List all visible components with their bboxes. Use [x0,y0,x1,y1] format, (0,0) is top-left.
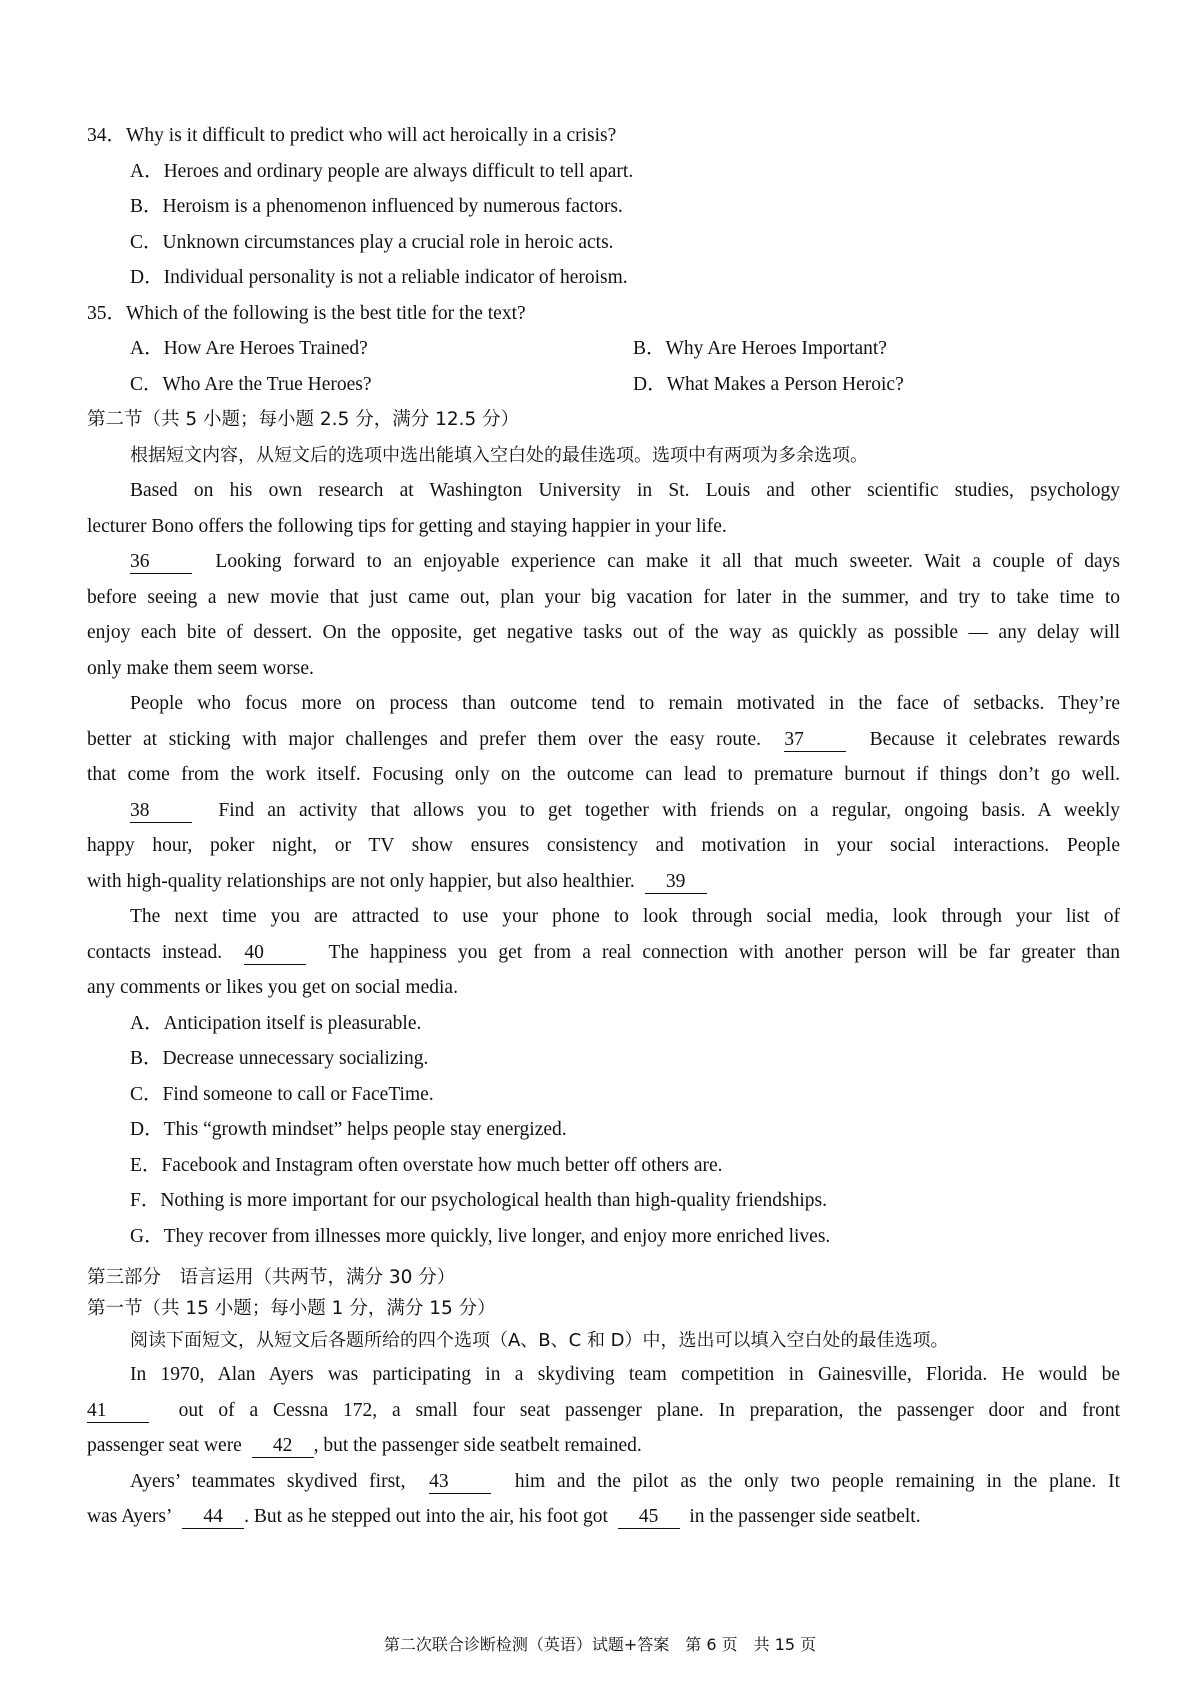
question-35-options-row-1 [87,331,1120,367]
cloze-p1-line-3 [87,1428,1120,1464]
passage-intro-line-2: lecturer Bono offers the following tips for getting and staying happier in your life. [87,515,727,537]
passage-p3-line-1-text: Find an activity that allows you to get together with friends on a regular, ongoing basis. A weekly [218,799,1121,821]
blank-42: 42 [252,1435,314,1458]
cloze-p1-line-2 [87,1393,1120,1429]
question-35-options-row-2 [87,367,1120,403]
passage-p3-line-3-text: with high-quality relationships are not only happier, but also healthier. [87,870,635,892]
exam-page [87,118,1120,1535]
passage-p2-line-3: that come from the work itself. Focusing only on the outcome can lead to premature burnout if things don’t go well. [87,764,1120,785]
cloze-p2-line-2c: in the passenger side seatbelt. [689,1506,921,1527]
question-35-stem: 35．Which of the following is the best title for the text? [87,302,526,324]
passage-p1-line-1-text: Looking forward to an enjoyable experience can make it all that much sweeter. Wait a couple of days [215,551,1121,572]
question-35-option-b: B．Why Are Heroes Important? [633,338,887,359]
cloze-p1-line-1: In 1970, Alan Ayers was participating in a skydiving team competition in Gainesville, Florida. He would be [130,1364,1120,1385]
section-2-option-c: C．Find someone to call or FaceTime. [130,1083,434,1105]
question-35-option-c: C．Who Are the True Heroes? [130,373,372,395]
part-3-instruction: 阅读下面短文，从短文后各题所给的四个选项（A、B、C 和 D）中，选出可以填入空白处的最佳选项。 [130,1330,949,1351]
cloze-p2-line-2b: . But as he stepped out into the air, his foot got [244,1506,608,1527]
passage-p1-line-4: only make them seem worse. [87,657,314,679]
question-34-option-b: B．Heroism is a phenomenon influenced by numerous factors. [130,196,623,217]
question-34-option-d: D．Individual personality is not a reliable indicator of heroism. [130,267,628,288]
cloze-p2-line-2a: was Ayers’ [87,1506,173,1527]
blank-41: 41 [87,1400,149,1423]
passage-p2-line-2 [87,722,1120,758]
question-35-option-a: A．How Are Heroes Trained? [130,338,368,359]
passage-p4-line-2b: The happiness you get from a real connection with another person will be far greater than [328,941,1120,963]
passage-p4-line-1: The next time you are attracted to use your phone to look through social media, look through your list of [130,906,1120,927]
cloze-p2-line-1b: him and the pilot as the only two people remaining in the plane. It [514,1470,1121,1492]
passage-p3-line-1 [87,793,1120,829]
section-2-option-b: B．Decrease unnecessary socializing. [130,1048,429,1069]
blank-44: 44 [182,1506,244,1529]
passage-p2-line-2a: better at sticking with major challenges and prefer them over the easy route. [87,728,762,750]
passage-p3-line-3 [87,864,1120,900]
cloze-p2-line-1a: Ayers’ teammates skydived first, [130,1470,406,1492]
part-3-heading: 第三部分 语言运用（共两节，满分 30 分） [87,1267,456,1288]
section-2-heading: 第二节（共 5 小题；每小题 2.5 分，满分 12.5 分） [87,409,520,430]
section-2-instruction: 根据短文内容，从短文后的选项中选出能填入空白处的最佳选项。选项中有两项为多余选项。 [130,444,868,466]
question-34-option-a: A．Heroes and ordinary people are always difficult to tell apart. [130,160,634,182]
passage-p1-line-2: before seeing a new movie that just came out, plan your big vacation for later in the summer, and try to take time to [87,586,1120,608]
passage-p4-line-2 [87,935,1120,971]
blank-37: 37 [784,729,846,752]
passage-p4-line-2a: contacts instead. [87,941,223,963]
passage-p3-line-2: happy hour, poker night, or TV show ensures consistency and motivation in your social interactions. People [87,835,1120,856]
blank-40: 40 [244,942,306,965]
question-34-option-c: C．Unknown circumstances play a crucial role in heroic acts. [130,231,614,253]
passage-p1-line-1 [87,544,1120,580]
question-34-stem: 34．Why is it difficult to predict who will act heroically in a crisis? [87,125,617,146]
cloze-p2-line-2 [87,1499,1120,1535]
cloze-p1-line-3a: passenger seat were [87,1435,242,1456]
passage-p1-line-3: enjoy each bite of dessert. On the opposite, get negative tasks out of the way as quickly as possible — any delay will [87,622,1120,643]
blank-38: 38 [130,800,192,823]
passage-p2-line-2b: Because it celebrates rewards [869,728,1121,750]
cloze-p1-line-2-text: out of a Cessna 172, a small four seat passenger plane. In preparation, the passenger door and front [178,1399,1120,1421]
part-3-section-1-heading: 第一节（共 15 小题；每小题 1 分，满分 15 分） [87,1298,496,1319]
section-2-option-d: D．This “growth mindset” helps people stay energized. [130,1119,567,1140]
passage-p2-line-1: People who focus more on process than outcome tend to remain motivated in the face of setbacks. They’re [130,693,1120,714]
section-2-option-g: G．They recover from illnesses more quickly, live longer, and enjoy more enriched lives. [130,1225,831,1247]
cloze-p2-line-1 [87,1464,1120,1500]
passage-p4-line-3: any comments or likes you get on social media. [87,977,458,998]
blank-45: 45 [618,1506,680,1529]
cloze-p1-line-3b: , but the passenger side seatbelt remained. [313,1435,642,1456]
blank-39: 39 [645,871,707,894]
question-35-option-d: D．What Makes a Person Heroic? [633,373,904,395]
blank-43: 43 [429,1471,491,1494]
section-2-option-f: F．Nothing is more important for our psychological health than high-quality friendships. [130,1190,828,1211]
section-2-option-a: A．Anticipation itself is pleasurable. [130,1012,422,1034]
passage-intro-line-1: Based on his own research at Washington University in St. Louis and other scientific studies, psychology [130,480,1120,501]
page-footer: 第二次联合诊断检测（英语）试题+答案 第 6 页 共 15 页 [383,1635,817,1654]
blank-36: 36 [130,551,192,574]
section-2-option-e: E．Facebook and Instagram often overstate how much better off others are. [130,1154,723,1176]
